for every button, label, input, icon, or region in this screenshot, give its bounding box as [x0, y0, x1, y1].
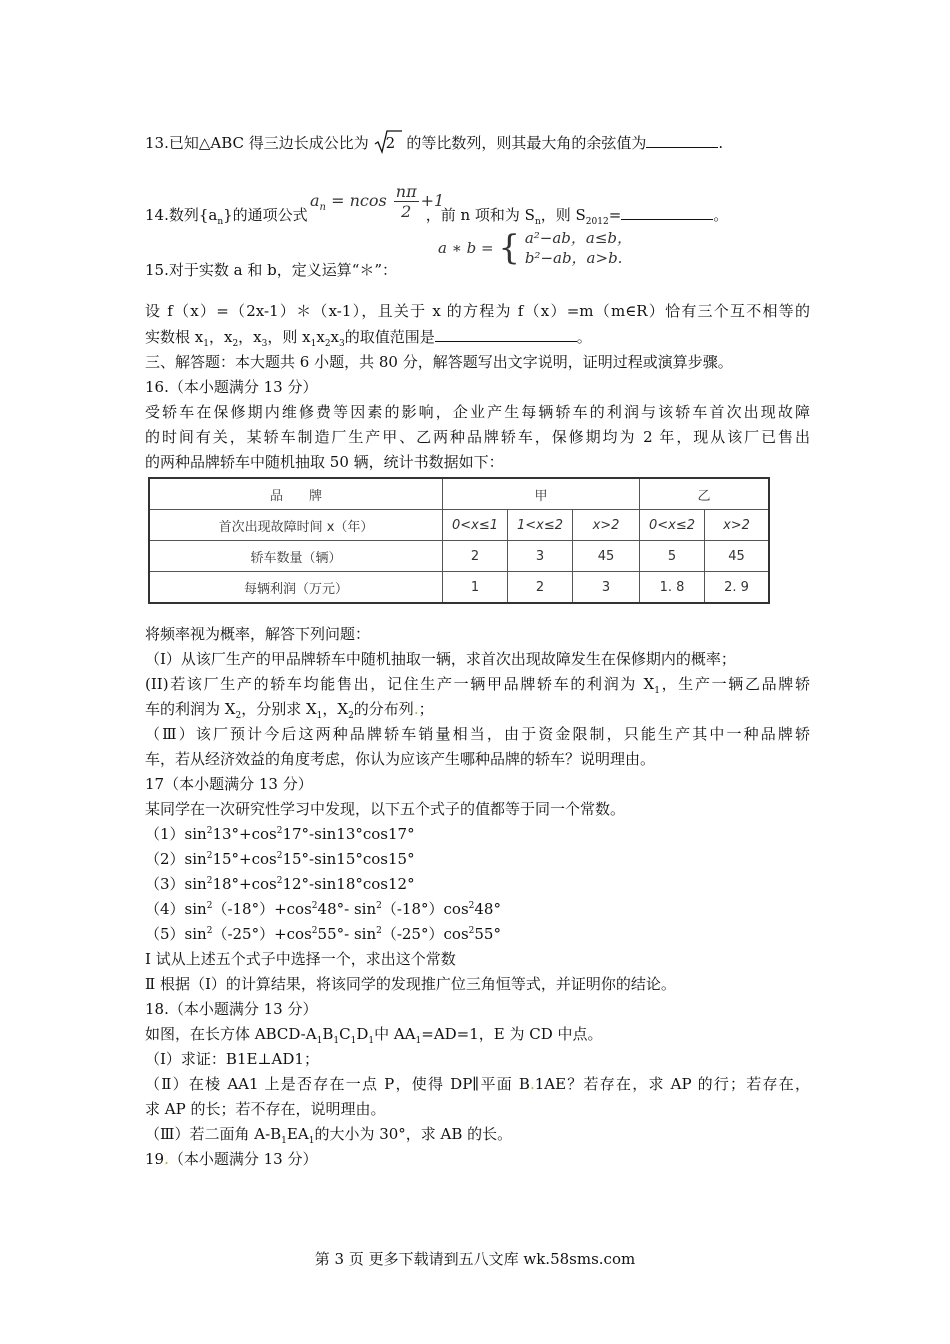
- section-3-heading: 三、解答题：本大题共 6 小题，共 80 分，解答题写出文字说明，证明过程或演算步骤。: [145, 353, 733, 371]
- q16-part-iii-line2: 车，若从经济效益的角度考虑，你认为应该产生哪种品牌的轿车？说明理由。: [145, 750, 656, 768]
- q18-title: 18.（本小题满分 13 分）: [145, 1000, 318, 1018]
- q17-expr-3: $(3)\sin^218^\circ+\cos^212^\circ-\sin 18^\circ\cos 12^\circ$: [145, 875, 415, 893]
- q17-part-ii: Ⅱ 根据（Ⅰ）的计算结果，将该同学的发现推广位三角恒等式，并证明你的结论。: [145, 975, 676, 993]
- answer-blank: [646, 133, 718, 148]
- q18-part-iii: （Ⅲ）若二面角 $A-B_1EA_1$的大小为 30°，求 AB 的长。: [145, 1125, 513, 1146]
- table-cell: x>2: [573, 510, 640, 541]
- q16-para-line2: 的时间有关，某轿车制造厂生产甲、乙两种品牌轿车，保修期均为 2 年，现从该厂已售出: [145, 428, 810, 446]
- q17-expr-1: $(1)\sin^213^\circ+\cos^217^\circ-\sin 13^\circ\cos 17^\circ$: [145, 825, 415, 843]
- table-cell: x>2: [705, 510, 770, 541]
- table-cell: 45: [573, 541, 640, 572]
- answer-blank: [435, 327, 577, 342]
- brace-icon: {: [498, 228, 521, 268]
- table-cell: 1: [443, 572, 508, 604]
- question-13: 13.已知△ABC 得三边长成公比为 2 的等比数列，则其最大角的余弦值为 .: [145, 128, 723, 154]
- table-row-label: 每辆利润（万元）: [149, 572, 443, 604]
- q17-title: 17（本小题满分 13 分）: [145, 775, 313, 793]
- table-cell: 2: [443, 541, 508, 572]
- table-cell: 0<x≤1: [443, 510, 508, 541]
- table-cell: 0<x≤2: [640, 510, 705, 541]
- table-header-brand: 品 牌: [149, 478, 443, 510]
- q17-expr-2: $(2)\sin^215^\circ+\cos^215^\circ-\sin 15^\circ\cos 15^\circ$: [145, 850, 415, 868]
- table-row: [149, 510, 769, 541]
- table-cell: 45: [705, 541, 770, 572]
- table-cell: 2: [508, 572, 573, 604]
- table-cell: 3: [508, 541, 573, 572]
- table-row-label: 轿车数量（辆）: [149, 541, 443, 572]
- sqrt-symbol: 2: [374, 128, 402, 154]
- q16-part-ii-line1: (II)若该厂生产的轿车均能售出，记住生产一辆甲品牌轿车的利润为 $X_1$，生产一辆乙品牌轿: [145, 675, 810, 696]
- q16-para-line3: 的两种品牌轿车中随机抽取 50 辆，统计书数据如下：: [145, 453, 504, 471]
- q18-part-i: （Ⅰ）求证：B1E⊥AD1；: [145, 1050, 319, 1068]
- page-footer: 第 3 页 更多下载请到五八文库 wk.58sms.com: [314, 1250, 636, 1268]
- q14-formula: $a_n = ncos$ $\frac{n\pi}{2}$ +1: [310, 182, 445, 221]
- q18-para: 如图，在长方体 ABCD-$A_1B_1C_1D_1$中 $AA_1=AD=1$，E 为 CD 中点。: [145, 1025, 603, 1046]
- q18-part-ii-line1: （Ⅱ）在棱 AA1 上是否存在一点 P，使得 DP∥平面 B.1AE？若存在，求 AP 的行；若存在，: [145, 1075, 810, 1093]
- q16-intro: 将频率视为概率，解答下列问题：: [145, 625, 371, 643]
- table-row: [149, 541, 769, 572]
- q17-expr-5: $(5)\sin^2(-25^\circ)+\cos^255^\circ-$ $\sin^2(-25^\circ)\cos^255^\circ$: [145, 925, 501, 943]
- q17-part-i: Ⅰ 试从上述五个式子中选择一个，求出这个常数: [145, 950, 456, 968]
- q17-para: 某同学在一次研究性学习中发现，以下五个式子的值都等于同一个常数。: [145, 800, 626, 818]
- table-cell: 1<x≤2: [508, 510, 573, 541]
- table-row: [149, 572, 769, 604]
- table-cell: 1. 8: [640, 572, 705, 604]
- q19-title: 19.（本小题满分 13 分）: [145, 1150, 318, 1168]
- q16-part-i: （I）从该厂生产的甲品牌轿车中随机抽取一辆，求首次出现故障发生在保修期内的概率；: [145, 650, 736, 668]
- question-14: 14.数列$\{a_n\}$的通项公式 ，前 n 项和为 $S_n$，则 $S_{2012}=$ 。: [145, 206, 729, 227]
- q16-title: 16.（本小题满分 13 分）: [145, 378, 318, 396]
- table-cell: 2. 9: [705, 572, 770, 604]
- question-15-line3: 实数根 $x_1$，$x_2$，$x_3$，则 $x_1x_2x_3$的取值范围是 。: [145, 328, 592, 349]
- q15-piecewise-formula: a ∗ b = { a²−ab，a≤b， b²−ab，a>b.: [438, 228, 633, 268]
- table-row-label: 首次出现故障时间 x（年）: [149, 510, 443, 541]
- table-row: [149, 478, 769, 510]
- answer-blank: [621, 205, 713, 220]
- q16-para-line1: 受轿车在保修期内维修费等因素的影响，企业产生每辆轿车的利润与该轿车首次出现故障: [145, 403, 810, 421]
- q16-part-ii-line2: 车的利润为 $X_2$，分别求 $X_1$，$X_2$的分布列.；: [145, 700, 434, 721]
- q16-data-table: [148, 477, 770, 604]
- question-15-intro: 15.对于实数 a 和 b，定义运算“＊”：: [145, 261, 398, 279]
- table-header-jia: 甲: [443, 478, 640, 510]
- q18-part-ii-line2: 求 AP 的长；若不存在，说明理由。: [145, 1100, 386, 1118]
- table-cell: 5: [640, 541, 705, 572]
- table-cell: 3: [573, 572, 640, 604]
- q16-part-iii-line1: （Ⅲ）该厂预计今后这两种品牌轿车销量相当，由于资金限制，只能生产其中一种品牌轿: [145, 725, 810, 743]
- question-15-line2: 设 f（x）=（2x-1）＊（x-1），且关于 x 的方程为 f（x）=m（m∈R）恰有三个互不相等的: [145, 302, 810, 320]
- table-header-yi: 乙: [640, 478, 770, 510]
- q17-expr-4: $(4)\sin^2(-18^\circ)+\cos^248^\circ-$ $\sin^2(-18^\circ)\cos^248^\circ$: [145, 900, 501, 918]
